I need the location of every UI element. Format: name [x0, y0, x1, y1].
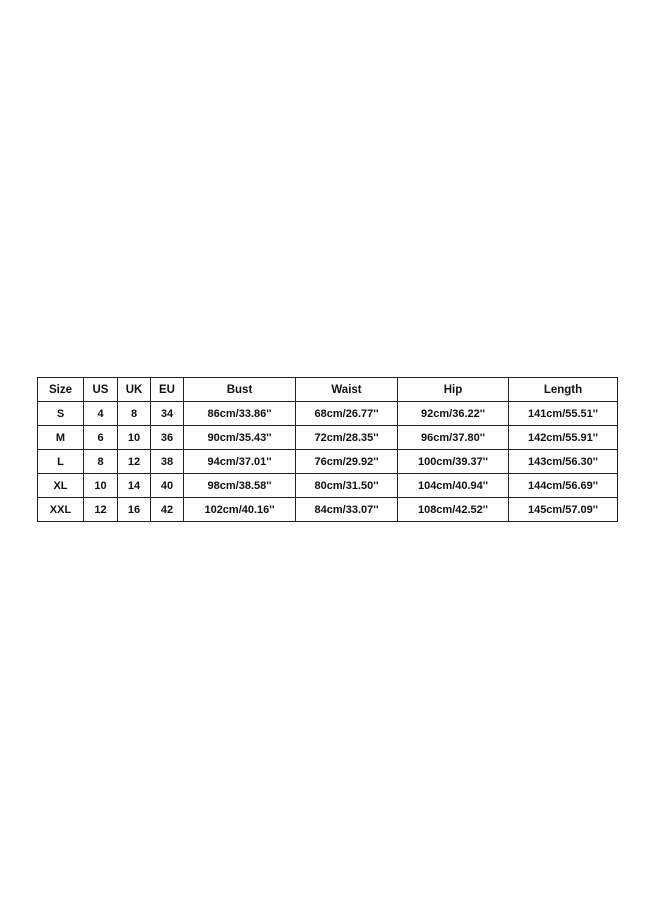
cell-waist: 84cm/33.07'' [296, 498, 398, 522]
cell-us: 8 [84, 450, 118, 474]
column-header-hip: Hip [398, 378, 509, 402]
cell-uk: 14 [118, 474, 151, 498]
cell-length: 141cm/55.51'' [509, 402, 618, 426]
column-header-size: Size [38, 378, 84, 402]
cell-hip: 100cm/39.37'' [398, 450, 509, 474]
cell-uk: 12 [118, 450, 151, 474]
cell-bust: 90cm/35.43'' [184, 426, 296, 450]
cell-uk: 16 [118, 498, 151, 522]
cell-eu: 36 [151, 426, 184, 450]
cell-waist: 68cm/26.77'' [296, 402, 398, 426]
cell-size: S [38, 402, 84, 426]
cell-hip: 104cm/40.94'' [398, 474, 509, 498]
cell-length: 143cm/56.30'' [509, 450, 618, 474]
column-header-length: Length [509, 378, 618, 402]
cell-size: M [38, 426, 84, 450]
table-row [38, 402, 618, 426]
cell-eu: 38 [151, 450, 184, 474]
size-chart-table [37, 377, 618, 522]
cell-hip: 108cm/42.52'' [398, 498, 509, 522]
cell-us: 10 [84, 474, 118, 498]
cell-length: 144cm/56.69'' [509, 474, 618, 498]
table-row [38, 498, 618, 522]
cell-bust: 86cm/33.86'' [184, 402, 296, 426]
cell-us: 4 [84, 402, 118, 426]
column-header-bust: Bust [184, 378, 296, 402]
cell-size: XXL [38, 498, 84, 522]
cell-eu: 42 [151, 498, 184, 522]
cell-length: 145cm/57.09'' [509, 498, 618, 522]
column-header-uk: UK [118, 378, 151, 402]
cell-length: 142cm/55.91'' [509, 426, 618, 450]
table-row [38, 450, 618, 474]
cell-hip: 92cm/36.22'' [398, 402, 509, 426]
cell-us: 12 [84, 498, 118, 522]
cell-hip: 96cm/37.80'' [398, 426, 509, 450]
column-header-waist: Waist [296, 378, 398, 402]
cell-waist: 80cm/31.50'' [296, 474, 398, 498]
cell-bust: 102cm/40.16'' [184, 498, 296, 522]
cell-us: 6 [84, 426, 118, 450]
cell-eu: 34 [151, 402, 184, 426]
cell-size: XL [38, 474, 84, 498]
table-row [38, 426, 618, 450]
cell-eu: 40 [151, 474, 184, 498]
cell-uk: 10 [118, 426, 151, 450]
cell-size: L [38, 450, 84, 474]
cell-bust: 94cm/37.01'' [184, 450, 296, 474]
cell-bust: 98cm/38.58'' [184, 474, 296, 498]
cell-uk: 8 [118, 402, 151, 426]
table-header-row [38, 378, 618, 402]
column-header-eu: EU [151, 378, 184, 402]
cell-waist: 76cm/29.92'' [296, 450, 398, 474]
table-row [38, 474, 618, 498]
column-header-us: US [84, 378, 118, 402]
cell-waist: 72cm/28.35'' [296, 426, 398, 450]
